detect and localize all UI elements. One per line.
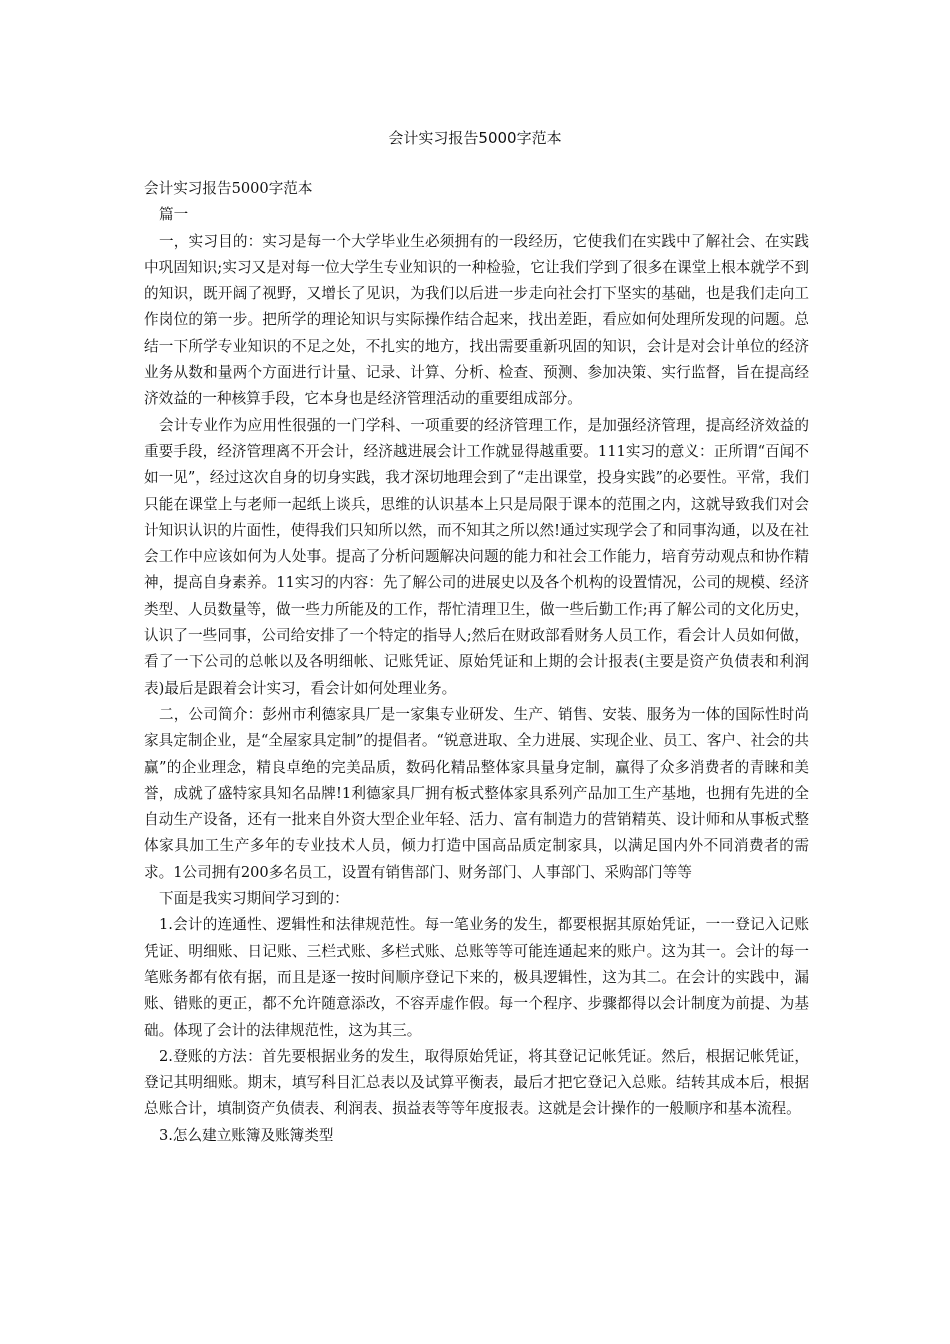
paragraph: 1.会计的连通性、逻辑性和法律规范性。每一笔业务的发生，都要根据其原始凭证，一一登记入记账凭证、明细账、日记账、三栏式账、多栏式账、总账等等可能连通起来的账户。这为其一。会计的每一笔账务都有依有据，而且是逐一按时间顺序登记下来的，极具逻辑性，这为其二。在会计的实践中，漏账、错账的更正，都不允许随意添改，不容弄虚作假。每一个程序、步骤都得以会计制度为前提、为基础。体现了会计的法律规范性，这为其三。	[144, 916, 809, 1039]
paragraph: 3.怎么建立账簿及账簿类型	[159, 1126, 334, 1144]
document-subtitle: 会计实习报告5000字范本	[144, 180, 313, 197]
document-body	[144, 176, 809, 1149]
paragraph: 篇一	[159, 206, 189, 224]
paragraph: 一，实习目的：实习是每一个大学毕业生必须拥有的一段经历，它使我们在实践中了解社会、在实践中巩固知识;实习又是对每一位大学生专业知识的一种检验，它让我们学到了很多在课堂上根本就学不到的知识，既开阔了视野，又增长了见识，为我们以后进一步走向社会打下坚实的基础，也是我们走向工作岗位的第一步。把所学的理论知识与实际操作结合起来，找出差距，看应如何处理所发现的问题。总结一下所学专业知识的不足之处，不扎实的地方，找出需要重新巩固的知识，会计是对会计单位的经济业务从数和量两个方面进行计量、记录、计算、分析、检查、预测、参加决策、实行监督，旨在提高经济效益的一种核算手段，它本身也是经济管理活动的重要组成部分。	[144, 232, 809, 408]
document-header-title: 会计实习报告5000字范本	[388, 129, 562, 147]
paragraph: 会计专业作为应用性很强的一门学科、一项重要的经济管理工作，是加强经济管理，提高经济效益的重要手段，经济管理离不开会计，经济越进展会计工作就显得越重要。111实习的意义：正所谓“百闻不如一见”，经过这次自身的切身实践，我才深切地理会到了“走出课堂，投身实践”的必要性。平常，我们只能在课堂上与老师一起纸上谈兵，思维的认识基本上只是局限于课本的范围之内，这就导致我们对会计知识认识的片面性，使得我们只知所以然，而不知其之所以然!通过实现学会了和同事沟通，以及在社会工作中应该如何为人处事。提高了分析问题解决问题的能力和社会工作能力，培育劳动观点和协作精神，提高自身素养。11实习的内容：先了解公司的进展史以及各个机构的设置情况，公司的规模、经济类型、人员数量等，做一些力所能及的工作，帮忙清理卫生，做一些后勤工作;再了解公司的文化历史，认识了一些同事，公司给安排了一个特定的指导人;然后在财政部看财务人员工作，看会计人员如何做，看了一下公司的总帐以及各明细帐、记账凭证、原始凭证和上期的会计报表(主要是资产负债表和利润表)最后是跟着会计实习，看会计如何处理业务。	[144, 416, 809, 697]
paragraph: 2.登账的方法：首先要根据业务的发生，取得原始凭证，将其登记记帐凭证。然后，根据记帐凭证，登记其明细账。期末，填写科目汇总表以及试算平衡表，最后才把它登记入总账。结转其成本后，根据总账合计，填制资产负债表、利润表、损益表等等年度报表。这就是会计操作的一般顺序和基本流程。	[144, 1047, 809, 1118]
paragraph: 下面是我实习期间学习到的：	[159, 890, 349, 908]
paragraph: 二，公司简介：彭州市利德家具厂是一家集专业研发、生产、销售、安装、服务为一体的国际性时尚家具定制企业，是“全屋家具定制”的提倡者。“锐意进取、全力进展、实现企业、员工、客户、社会的共赢”的企业理念，精良卓绝的完美品质，数码化精品整体家具量身定制，赢得了众多消费者的青睐和美誉，成就了盛特家具知名品牌!1利德家具厂拥有板式整体家具系列产品加工生产基地，也拥有先进的全自动生产设备，还有一批来自外资大型企业年轻、活力、富有制造力的营销精英、设计师和从事板式整体家具加工生产多年的专业技术人员，倾力打造中国高品质定制家具，以满足国内外不同消费者的需求。1公司拥有200多名员工，设置有销售部门、财务部门、人事部门、采购部门等等	[144, 705, 809, 881]
